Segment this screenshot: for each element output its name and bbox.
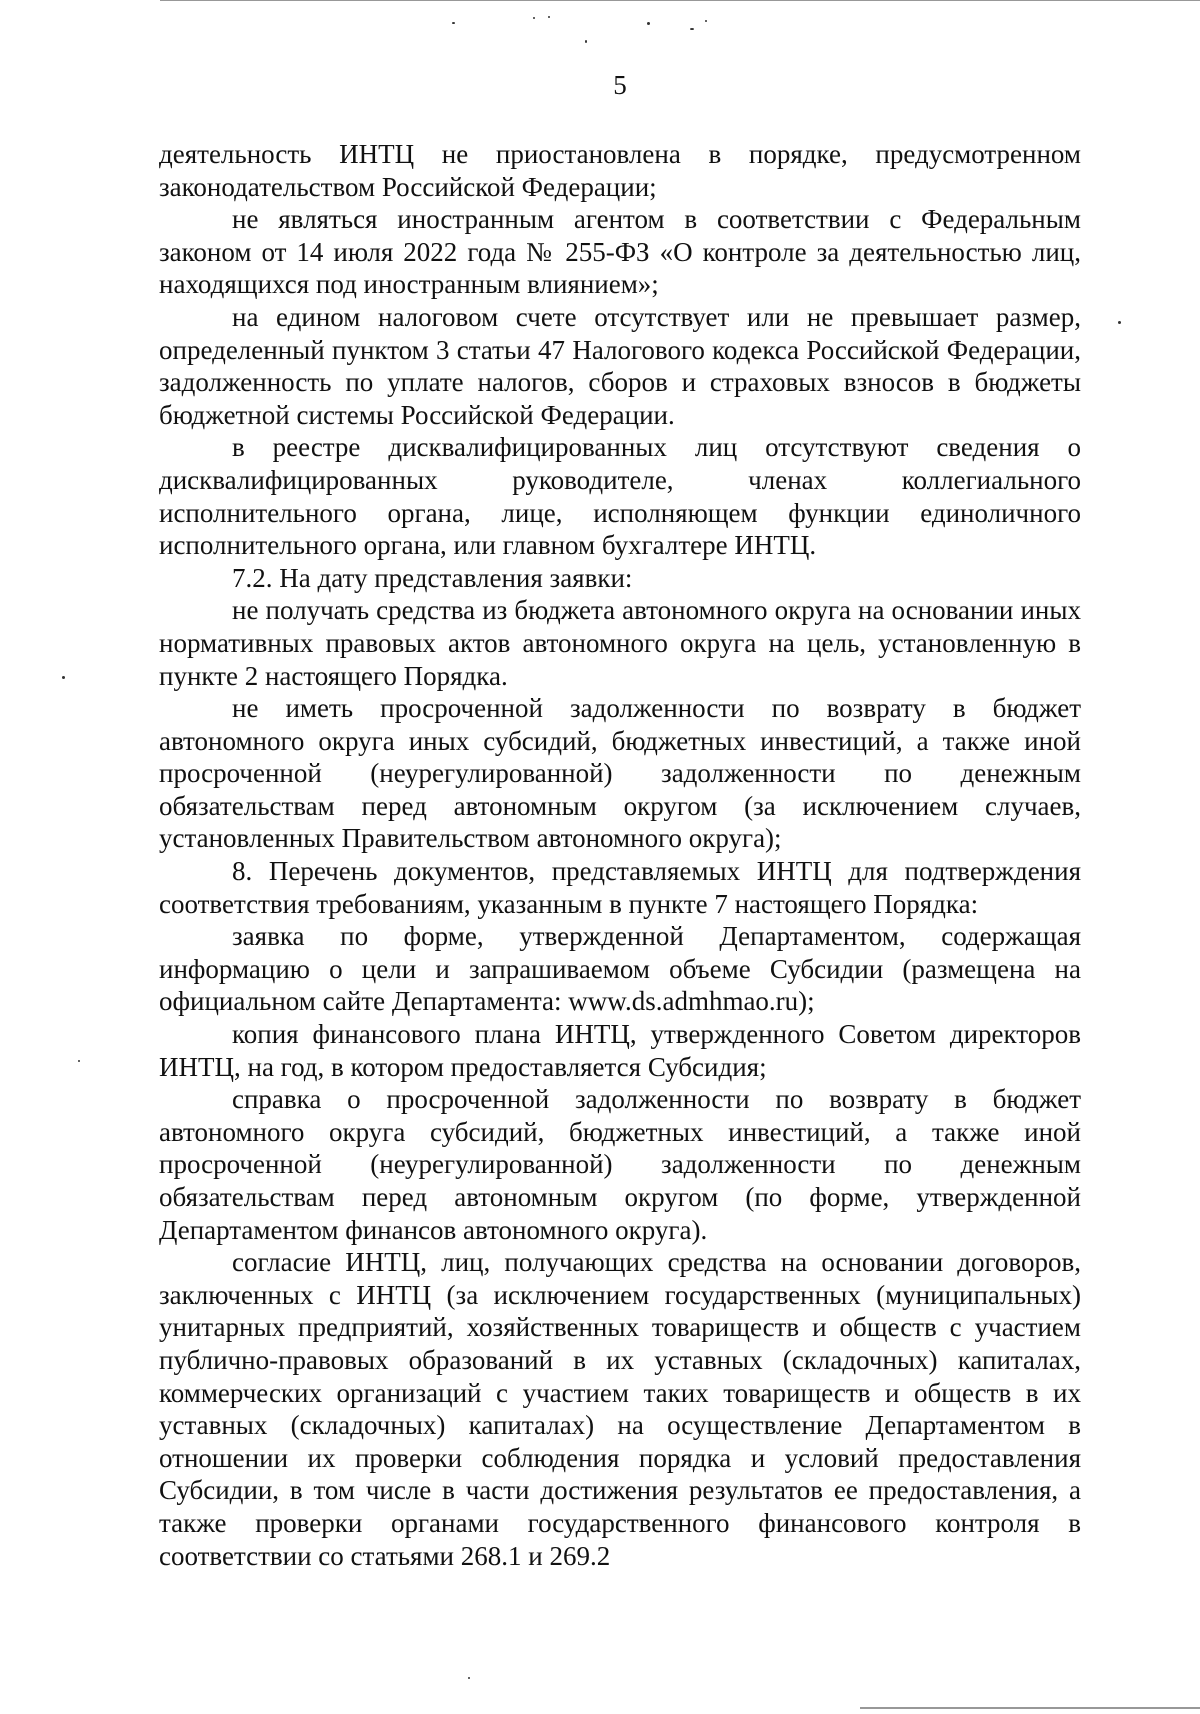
paragraph: не иметь просроченной задолженности по возврату в бюджет автономного округа иных субсидий, бюджетных инвестиций, а также иной просроченной (неурегулированной) задолженности по денежным обязательствам перед автономным округом (за исключением случаев, установленных Правительством автономного округа); [159, 693, 1081, 854]
paragraph: не являться иностранным агентом в соответствии с Федеральным законом от 14 июля 2022 года № 255-ФЗ «О контроле за деятельностью лиц, находящихся под иностранным влиянием»; [159, 204, 1081, 300]
scan-speck [78, 1060, 80, 1062]
scan-artifact-top [160, 0, 1200, 1]
scan-speck [647, 22, 650, 25]
paragraph: на едином налоговом счете отсутствует или не превышает размер, определенный пунктом 3 статьи 47 Налогового кодекса Российской Федерации, задолженность по уплате налогов, сборов и страховых взносов в бюджеты бюджетной системы Российской Федерации. [159, 301, 1081, 430]
scan-artifact-bottom [860, 1707, 1200, 1709]
paragraph: в реестре дисквалифицированных лиц отсутствуют сведения о дисквалифицированных руководителе, членах коллегиального исполнительного органа, лице, исполняющем функции единоличного исполнительного органа, или главном бухгалтере ИНТЦ. [159, 432, 1081, 561]
document-text [159, 138, 1081, 1572]
paragraph: 8. Перечень документов, представляемых ИНТЦ для подтверждения соответствия требованиям, указанным в пункте 7 настоящего Порядка: [159, 856, 1081, 919]
page-number: 5 [613, 70, 627, 100]
scan-speck [548, 16, 550, 18]
paragraph: не получать средства из бюджета автономного округа на основании иных нормативных правовых актов автономного округа на цель, установленную в пункте 2 настоящего Порядка. [159, 595, 1081, 691]
scan-speck [533, 17, 535, 19]
paragraph: согласие ИНТЦ, лиц, получающих средства на основании договоров, заключенных с ИНТЦ (за исключением государственных (муниципальных) унитарных предприятий, хозяйственных товариществ и обществ с участием публично-правовых образований в их уставных (складочных) капиталах, коммерческих организаций с участием таких товариществ и обществ в их уставных (складочных) капиталах) на осуществление Департаментом в отношении их проверки соблюдения порядка и условий предоставления Субсидии, в том числе в части достижения результатов ее предоставления, а также проверки органами государственного финансового контроля в соответствии со статьями 268.1 и 269.2 [159, 1247, 1081, 1571]
scan-speck [62, 676, 65, 679]
paragraph: 7.2. На дату представления заявки: [232, 562, 633, 593]
scan-speck [1118, 321, 1121, 324]
scan-speck [690, 28, 694, 30]
scan-speck [452, 22, 455, 24]
scan-speck [468, 1677, 470, 1679]
paragraph: заявка по форме, утвержденной Департаментом, содержащая информацию о цели и запрашиваемом объеме Субсидии (размещена на официальном сайте Департамента: www.ds.admhmao.ru); [159, 921, 1081, 1017]
paragraph: копия финансового плана ИНТЦ, утвержденного Советом директоров ИНТЦ, на год, в котором предоставляется Субсидия; [159, 1019, 1081, 1082]
paragraph: деятельность ИНТЦ не приостановлена в порядке, предусмотренном законодательством Российской Федерации; [159, 139, 1081, 202]
scan-speck [705, 20, 707, 22]
scan-speck [585, 40, 587, 43]
paragraph: справка о просроченной задолженности по возврату в бюджет автономного округа субсидий, бюджетных инвестиций, а также иной просроченной (неурегулированной) задолженности по денежным обязательствам перед автономным округом (по форме, утвержденной Департаментом финансов автономного округа). [159, 1084, 1081, 1245]
